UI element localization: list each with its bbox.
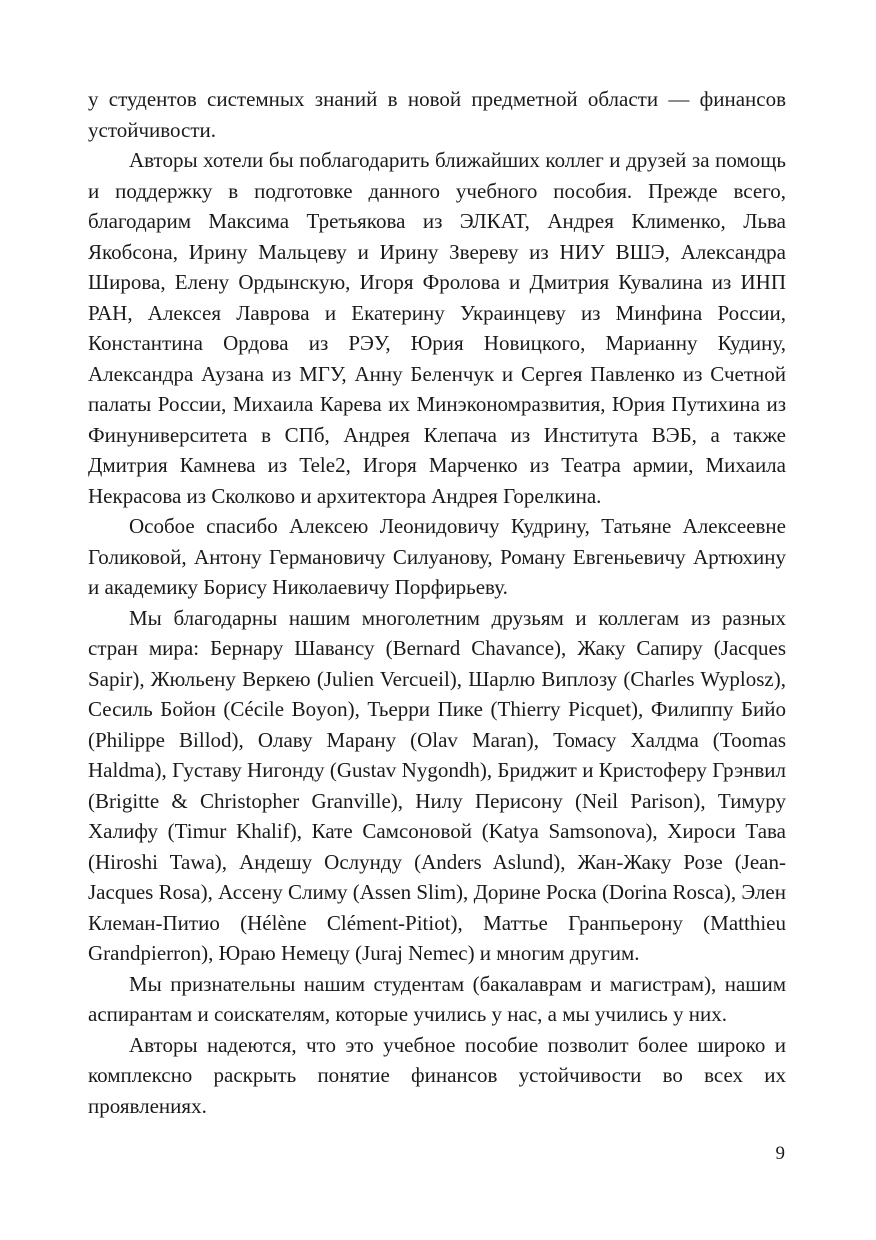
paragraph-special-thanks: Особое спасибо Алексею Леонидовичу Кудрину, Татьяне Алексеевне Голиковой, Антону Германовичу Силуанову, Роману Евгеньевичу Артюхину и академику Борису Николаевичу Порфирьеву. xyxy=(88,514,786,599)
paragraph-continuation: у студентов системных знаний в новой предметной области — финансов устойчивости. xyxy=(88,87,786,142)
body-text xyxy=(88,84,786,1121)
paragraph-acknowledgements: Авторы хотели бы поблагодарить ближайших коллег и друзей за помощь и поддержку в подготовке данного учебного пособия. Прежде всего, благодарим Максима Третьякова из ЭЛКАТ, Андрея Клименко, Льва Якобсона, Ирину Мальцеву и Ирину Звереву из НИУ ВШЭ, Александра Широва, Елену Ордынскую, Игоря Фролова и Дмитрия Кувалина из ИНП РАН, Алексея Лаврова и Екатерину Украинцеву из Минфина России, Константина Ордова из РЭУ, Юрия Новицкого, Марианну Кудину, Александра Аузана из МГУ, Анну Беленчук и Сергея Павленко из Счетной палаты России, Михаила Карева их Минэкономразвития, Юрия Путихина из Финуниверситета в СПб, Андрея Клепача из Института ВЭБ, а также Дмитрия Камнева из Tele2, Игоря Марченко из Театра армии, Михаила Некрасова из Сколково и архитектора Андрея Горелкина. xyxy=(88,148,786,508)
paragraph-closing: Авторы надеются, что это учебное пособие позволит более широко и комплексно раскрыть понятие финансов устойчивости во всех их проявлениях. xyxy=(88,1032,786,1118)
page-number: 9 xyxy=(775,1143,785,1164)
paragraph-students: Мы признательны нашим студентам (бакалаврам и магистрам), нашим аспирантам и соискателям, которые учились у нас, а мы учились у них. xyxy=(88,971,786,1026)
paragraph-foreign-colleagues: Мы благодарны нашим многолетним друзьям и коллегам из разных стран мира: Бернару Шавансу (Bernard Chavance), Жаку Сапиру (Jacques Sapir), Жюльену Веркею (Julien Vercueil), Шарлю Виплозу (Charles Wyplosz), Сесиль Бойон (Cécile Boyon), Тьерри Пике (Thierry Picquet), Филиппу Бийо (Philippe Billod), Олаву Марану (Olav Maran), Томасу Халдма (Toomas Haldma), Густаву Нигонду (Gustav Nygondh), Бриджит и Кристоферу Грэнвил (Brigitte & Christopher Granville), Нилу Перисону (Neil Parison), Тимуру Халифу (Timur Khalif), Кате Самсоновой (Katya Samsonova), Хироси Тава (Hiroshi Tawa), Андешу Ослунду (Anders Aslund), Жан-Жаку Розе (Jean-Jacques Rosa), Ассену Слиму (Assen Slim), Дорине Роска (Dorina Rosca), Элен Клеман-Питио (Hélène Clément-Pitiot), Маттье Гранпьерону (Matthieu Grandpierron), Юраю Немецу (Juraj Nemec) и многим другим. xyxy=(88,605,786,965)
